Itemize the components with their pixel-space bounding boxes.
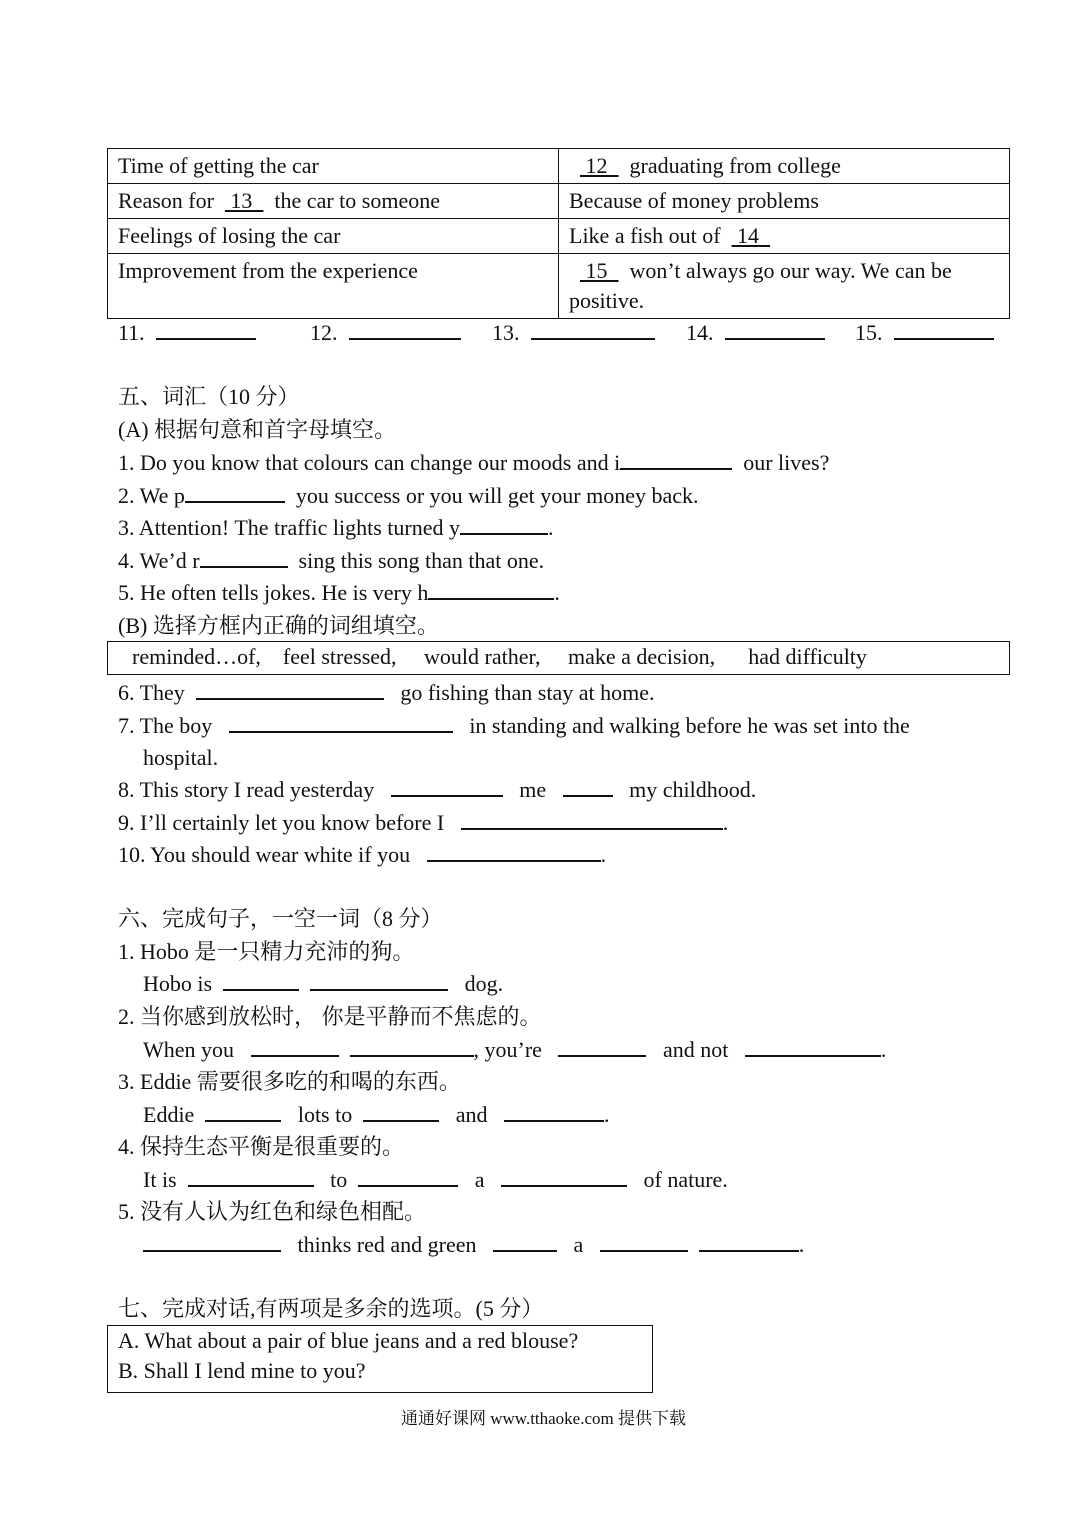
answer-blank[interactable] bbox=[493, 1232, 557, 1252]
table-cell: Improvement from the experience bbox=[108, 254, 559, 319]
table-row bbox=[108, 254, 1010, 319]
answer-blank[interactable]: 12. bbox=[310, 318, 461, 348]
answer-blank[interactable] bbox=[563, 777, 613, 797]
question-line: 1. Hobo 是一只精力充沛的狗。 bbox=[118, 939, 415, 964]
section-heading: 六、完成句子，一空一词（8 分） bbox=[118, 906, 443, 931]
table-cell: Like a fish out of 14 bbox=[559, 219, 1010, 254]
question-line: 3. Attention! The traffic lights turned y . bbox=[118, 515, 554, 540]
answer-blank[interactable] bbox=[363, 1102, 439, 1122]
question-line: 7. The boy in standing and walking before he was set into the bbox=[118, 713, 910, 738]
answer-blank[interactable]: 14. bbox=[686, 318, 825, 348]
blank-number: 12 bbox=[585, 153, 608, 178]
answer-blank[interactable] bbox=[200, 548, 288, 568]
table-row bbox=[108, 184, 1010, 219]
answer-blank[interactable] bbox=[745, 1037, 881, 1057]
table-cell: Feelings of losing the car bbox=[108, 219, 559, 254]
answer-blank[interactable] bbox=[185, 483, 285, 503]
word-option: make a decision, bbox=[567, 644, 716, 669]
answer-blank[interactable] bbox=[428, 580, 554, 600]
answer-blank[interactable] bbox=[460, 515, 548, 535]
blank-number: 13 bbox=[230, 188, 253, 213]
answer-blank[interactable] bbox=[501, 1167, 627, 1187]
answer-blank[interactable] bbox=[558, 1037, 646, 1057]
answer-blank[interactable] bbox=[251, 1037, 339, 1057]
table-cell: 15 won’t always go our way. We can be positive. bbox=[559, 254, 1010, 319]
table-cell: Time of getting the car bbox=[108, 149, 559, 184]
options-box bbox=[107, 1325, 653, 1393]
answer-blanks-row bbox=[118, 318, 1018, 348]
answer-blank[interactable] bbox=[143, 1232, 281, 1252]
question-line: It is to a of nature. bbox=[143, 1167, 728, 1192]
answer-blank[interactable]: 11. bbox=[118, 318, 256, 348]
answer-blank[interactable] bbox=[391, 777, 503, 797]
question-line: 2. 当你感到放松时， 你是平静而不焦虑的。 bbox=[118, 1004, 542, 1029]
answer-blank[interactable] bbox=[223, 971, 299, 991]
question-line: When you , you’re and not . bbox=[143, 1037, 887, 1062]
answer-blank[interactable] bbox=[205, 1102, 281, 1122]
footer: 通通好课网 www.tthaoke.com 提供下载 bbox=[400, 1409, 687, 1428]
answer-blank[interactable] bbox=[229, 713, 453, 733]
question-line: 1. Do you know that colours can change our moods and i our lives? bbox=[118, 450, 830, 475]
answer-blank[interactable]: 15. bbox=[855, 318, 994, 348]
table-cell: Reason for 13 the car to someone bbox=[108, 184, 559, 219]
question-line: 9. I’ll certainly let you know before I . bbox=[118, 810, 729, 835]
word-box bbox=[107, 641, 1010, 675]
answer-blank[interactable] bbox=[600, 1232, 688, 1252]
question-line: 4. 保持生态平衡是很重要的。 bbox=[118, 1134, 405, 1159]
blank-number: 14 bbox=[737, 223, 760, 248]
answer-blank[interactable] bbox=[620, 450, 732, 470]
answer-blank[interactable] bbox=[461, 810, 723, 830]
question-line: thinks red and green a . bbox=[143, 1230, 804, 1260]
question-line: hospital. bbox=[143, 745, 219, 770]
answer-blank[interactable] bbox=[427, 842, 601, 862]
question-line: 8. This story I read yesterday me my childhood. bbox=[118, 777, 757, 802]
dialogue-option: A. What about a pair of blue jeans and a red blouse? bbox=[118, 1328, 579, 1353]
part-title: (A) 根据句意和首字母填空。 bbox=[118, 417, 397, 442]
question-line: Eddie lots to and . bbox=[143, 1102, 610, 1127]
blank-number: 15 bbox=[585, 258, 608, 283]
section-heading: 五、词汇（10 分） bbox=[118, 384, 300, 409]
table-cell: 12 graduating from college bbox=[559, 149, 1010, 184]
question-line: 10. You should wear white if you . bbox=[118, 842, 607, 867]
section-heading: 七、完成对话,有两项是多余的选项。(5 分） bbox=[118, 1296, 544, 1321]
question-line: 3. Eddie 需要很多吃的和喝的东西。 bbox=[118, 1069, 461, 1094]
question-line: 2. We p you success or you will get your money back. bbox=[118, 483, 699, 508]
table-row bbox=[108, 149, 1010, 184]
answer-blank[interactable] bbox=[196, 680, 384, 700]
answer-blank[interactable] bbox=[699, 1232, 799, 1252]
dialogue-option: B. Shall I lend mine to you? bbox=[118, 1358, 366, 1383]
question-line: 6. They go fishing than stay at home. bbox=[118, 680, 655, 705]
answer-blank[interactable]: 13. bbox=[492, 318, 655, 348]
question-line: Hobo is dog. bbox=[143, 971, 504, 996]
table-row bbox=[108, 219, 1010, 254]
answer-blank[interactable] bbox=[188, 1167, 314, 1187]
answer-blank[interactable] bbox=[358, 1167, 458, 1187]
word-option: feel stressed, bbox=[282, 644, 397, 669]
question-line: 5. He often tells jokes. He is very h . bbox=[118, 580, 560, 605]
word-option: had difficulty bbox=[748, 644, 867, 669]
answer-blank[interactable] bbox=[350, 1037, 474, 1057]
answer-blank[interactable] bbox=[504, 1102, 604, 1122]
info-table bbox=[107, 148, 1010, 319]
question-line: 5. 没有人认为红色和绿色相配。 bbox=[118, 1199, 427, 1224]
word-option: reminded…of, bbox=[132, 644, 261, 669]
question-line: 4. We’d r sing this song than that one. bbox=[118, 548, 545, 573]
table-cell: Because of money problems bbox=[559, 184, 1010, 219]
part-title: (B) 选择方框内正确的词组填空。 bbox=[118, 613, 439, 638]
answer-blank[interactable] bbox=[310, 971, 448, 991]
word-option: would rather, bbox=[424, 644, 541, 669]
